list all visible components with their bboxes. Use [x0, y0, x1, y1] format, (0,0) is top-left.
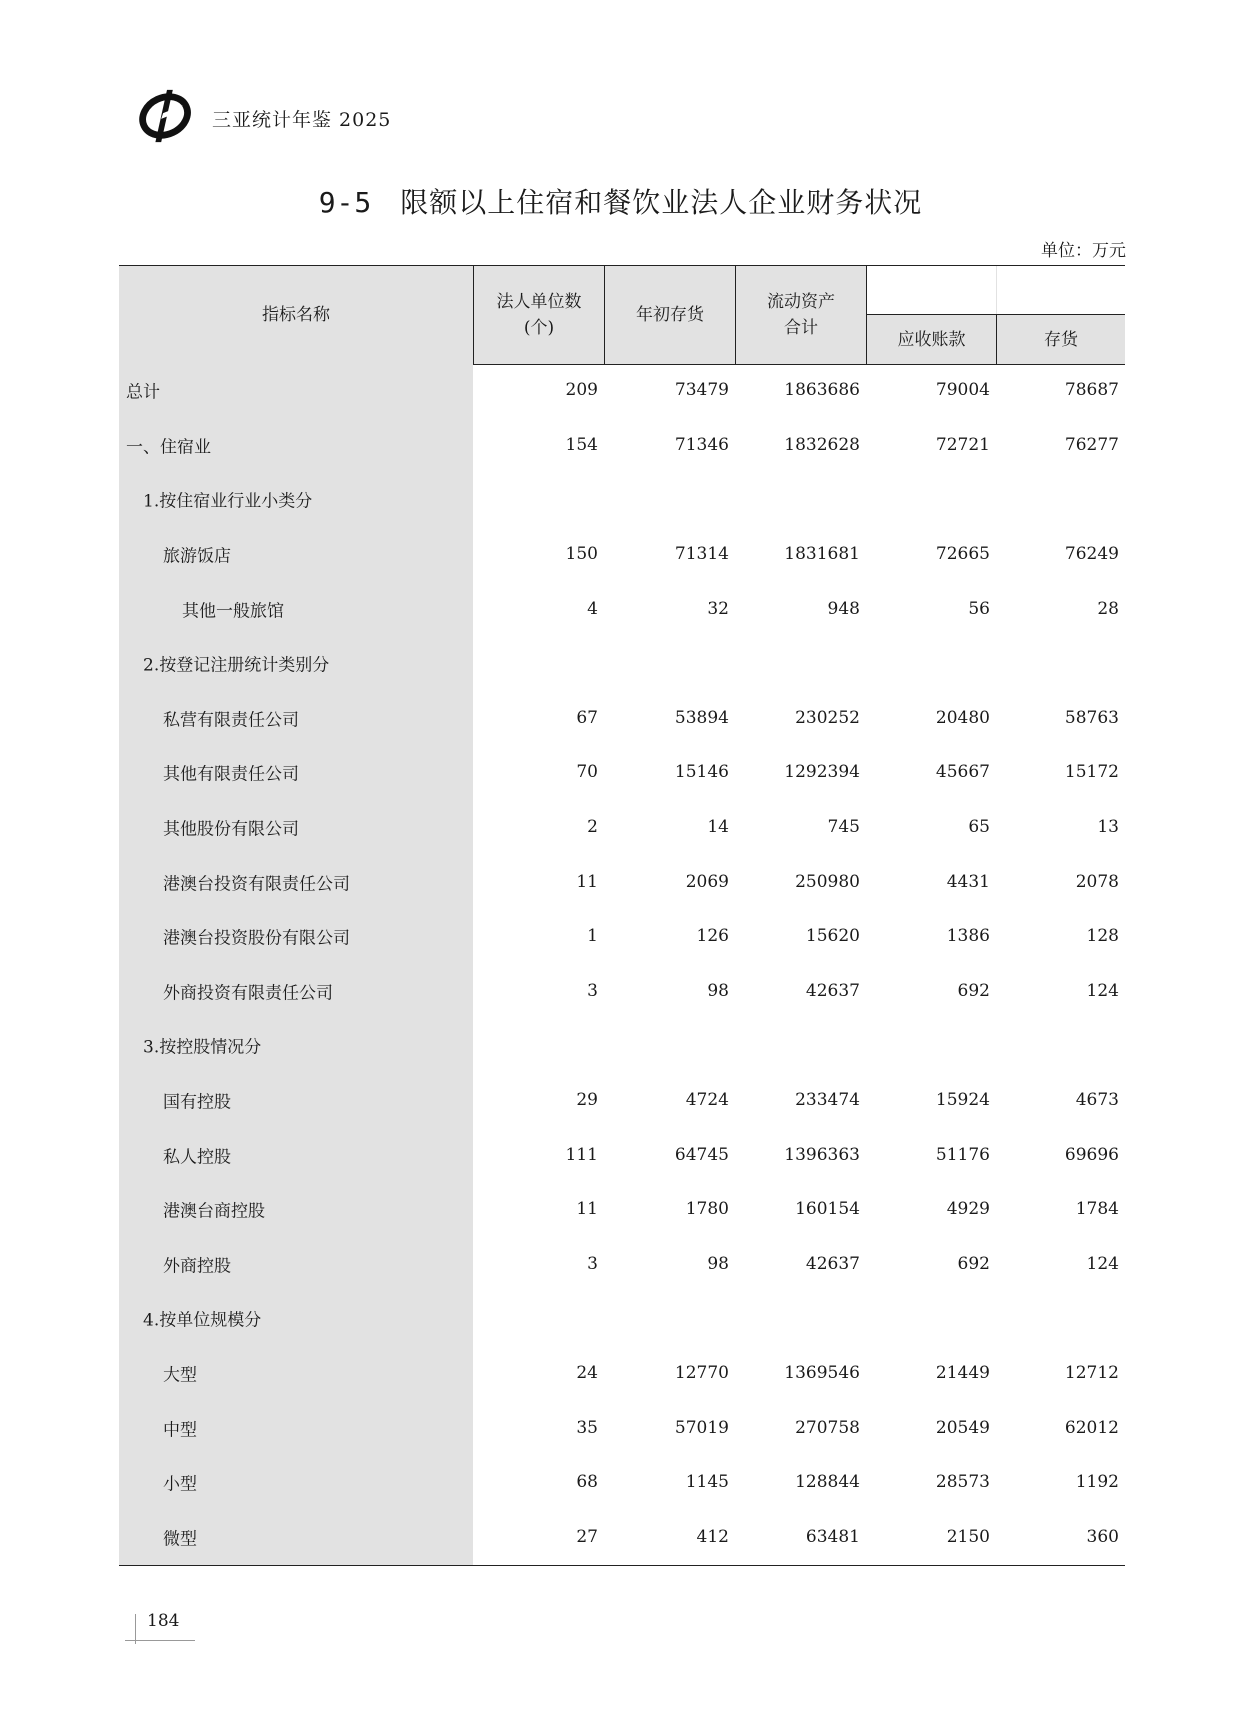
cell-current-assets: 1292394: [784, 762, 860, 783]
cell-units: 35: [576, 1417, 598, 1438]
cell-opening-inventory: 53894: [674, 707, 729, 728]
cell-opening-inventory: 412: [696, 1526, 729, 1547]
table-row: [119, 1182, 1125, 1237]
cell-inventory: 58763: [1064, 707, 1119, 728]
cell-inventory: 76249: [1064, 544, 1119, 565]
cell-receivables: 72721: [935, 434, 990, 455]
cell-inventory: 15172: [1064, 762, 1119, 783]
cell-opening-inventory: 2069: [685, 871, 729, 892]
yearbook-logo-icon: [138, 86, 196, 144]
cell-units: 27: [576, 1526, 598, 1547]
cell-opening-inventory: 71314: [674, 544, 729, 565]
table-row: [119, 527, 1125, 582]
row-label: 国有控股: [163, 1092, 231, 1113]
cell-current-assets: 42637: [805, 1253, 860, 1274]
cell-inventory: 69696: [1064, 1144, 1119, 1165]
table-row: [119, 1127, 1125, 1182]
cell-units: 11: [576, 871, 598, 892]
col-header-receivables: 应收账款: [897, 329, 966, 350]
cell-receivables: 28573: [935, 1472, 990, 1493]
col-header-units: [474, 266, 604, 364]
table-row: [119, 800, 1125, 855]
row-label: 私人控股: [163, 1147, 231, 1168]
cell-units: 24: [576, 1363, 598, 1384]
cell-inventory: 78687: [1064, 380, 1119, 401]
cell-current-assets: 1831681: [784, 544, 860, 565]
cell-inventory: 360: [1086, 1526, 1119, 1547]
cell-receivables: 692: [957, 980, 990, 1001]
row-label: 小型: [163, 1474, 197, 1495]
cell-units: 3: [587, 1253, 598, 1274]
cell-receivables: 20549: [935, 1417, 990, 1438]
cell-units: 209: [565, 380, 598, 401]
row-label: 微型: [163, 1529, 197, 1550]
cell-current-assets: 233474: [795, 1090, 860, 1111]
cell-opening-inventory: 126: [696, 926, 729, 947]
row-label: 1.按住宿业行业小类分: [143, 491, 313, 512]
table-row: [119, 472, 1125, 527]
row-label: 其他有限责任公司: [163, 764, 299, 785]
cell-receivables: 45667: [935, 762, 990, 783]
col-header-opening-inventory: 年初存货: [636, 305, 704, 325]
row-label: 中型: [163, 1420, 197, 1441]
cell-units: 11: [576, 1199, 598, 1220]
col-header-units-line1: 法人单位数: [496, 292, 582, 312]
page-header: [138, 86, 638, 146]
cell-current-assets: 15620: [805, 926, 860, 947]
cell-units: 1: [587, 926, 598, 947]
table-row: [119, 1510, 1125, 1565]
cell-inventory: 1784: [1075, 1199, 1119, 1220]
col-header-current-assets-line2: 合计: [784, 318, 818, 338]
page-number: 184: [147, 1611, 180, 1631]
cell-inventory: 62012: [1064, 1417, 1119, 1438]
table-row: [119, 636, 1125, 691]
table-row: [119, 964, 1125, 1019]
cell-receivables: 21449: [935, 1363, 990, 1384]
cell-current-assets: 250980: [795, 871, 860, 892]
cell-current-assets: 745: [827, 817, 860, 838]
yearbook-title: 三亚统计年鉴 2025: [212, 109, 392, 131]
cell-current-assets: 63481: [805, 1526, 860, 1547]
cell-opening-inventory: 32: [707, 598, 729, 619]
table-row: [119, 745, 1125, 800]
table-row: [119, 691, 1125, 746]
cell-opening-inventory: 4724: [685, 1090, 729, 1111]
table-row: [119, 1237, 1125, 1292]
cell-inventory: 2078: [1075, 871, 1119, 892]
cell-units: 3: [587, 980, 598, 1001]
table-row: [119, 1400, 1125, 1455]
cell-current-assets: 160154: [795, 1199, 860, 1220]
cell-receivables: 72665: [935, 544, 990, 565]
row-label: 3.按控股情况分: [143, 1037, 262, 1058]
cell-opening-inventory: 98: [707, 980, 729, 1001]
cell-opening-inventory: 12770: [674, 1363, 729, 1384]
col-header-name: 指标名称: [262, 305, 330, 325]
cell-current-assets: 230252: [795, 707, 860, 728]
cell-current-assets: 948: [827, 598, 860, 619]
cell-current-assets: 128844: [795, 1472, 860, 1493]
table-number: 9-5: [318, 186, 373, 219]
cell-inventory: 13: [1097, 817, 1119, 838]
table-header: [119, 265, 1125, 365]
table-row: [119, 581, 1125, 636]
table-row: [119, 854, 1125, 909]
cell-inventory: 128: [1086, 926, 1119, 947]
cell-opening-inventory: 64745: [674, 1144, 729, 1165]
cell-receivables: 79004: [935, 380, 990, 401]
cell-units: 4: [587, 598, 598, 619]
row-label: 其他一般旅馆: [182, 601, 284, 622]
table-row: [119, 1073, 1125, 1128]
cell-inventory: 1192: [1075, 1472, 1119, 1493]
row-label: 港澳台投资有限责任公司: [163, 874, 350, 895]
cell-current-assets: 1369546: [784, 1363, 860, 1384]
row-label: 其他股份有限公司: [163, 819, 299, 840]
table-row: [119, 909, 1125, 964]
cell-receivables: 65: [968, 817, 990, 838]
row-label: 一、住宿业: [126, 437, 211, 458]
cell-units: 68: [576, 1472, 598, 1493]
cell-units: 150: [565, 544, 598, 565]
table-title-text: 限额以上住宿和餐饮业法人企业财务状况: [400, 186, 923, 219]
cell-units: 70: [576, 762, 598, 783]
cell-opening-inventory: 71346: [674, 434, 729, 455]
cell-opening-inventory: 73479: [674, 380, 729, 401]
row-label: 外商控股: [163, 1256, 231, 1277]
cell-opening-inventory: 15146: [674, 762, 729, 783]
cell-inventory: 76277: [1064, 434, 1119, 455]
cell-receivables: 2150: [946, 1526, 990, 1547]
cell-units: 154: [565, 434, 598, 455]
table-title: [0, 181, 1241, 221]
cell-units: 29: [576, 1090, 598, 1111]
cell-inventory: 124: [1086, 980, 1119, 1001]
cell-receivables: 4929: [946, 1199, 990, 1220]
row-label: 大型: [163, 1365, 197, 1386]
cell-opening-inventory: 1145: [685, 1472, 729, 1493]
cell-receivables: 4431: [946, 871, 990, 892]
cell-current-assets: 1832628: [784, 434, 860, 455]
col-header-current-assets: [736, 266, 866, 364]
col-header-current-assets-line1: 流动资产: [767, 292, 835, 312]
table-row: [119, 418, 1125, 473]
row-label: 私营有限责任公司: [163, 710, 299, 731]
cell-inventory: 28: [1097, 598, 1119, 619]
cell-current-assets: 42637: [805, 980, 860, 1001]
cell-opening-inventory: 57019: [674, 1417, 729, 1438]
row-label: 旅游饭店: [163, 546, 231, 567]
cell-receivables: 15924: [935, 1090, 990, 1111]
cell-current-assets: 270758: [795, 1417, 860, 1438]
cell-units: 67: [576, 707, 598, 728]
cell-receivables: 1386: [946, 926, 990, 947]
col-header-inventory: 存货: [1044, 329, 1078, 350]
table-row: [119, 1455, 1125, 1510]
unit-label: 单位：万元: [1041, 241, 1126, 261]
table-row: [119, 1291, 1125, 1346]
table-body: [119, 363, 1125, 1566]
cell-current-assets: 1863686: [784, 380, 860, 401]
cell-inventory: 4673: [1075, 1090, 1119, 1111]
cell-units: 2: [587, 817, 598, 838]
cell-inventory: 124: [1086, 1253, 1119, 1274]
row-label: 4.按单位规模分: [143, 1310, 262, 1331]
table-row: [119, 1346, 1125, 1401]
cell-current-assets: 1396363: [784, 1144, 860, 1165]
row-label: 总计: [126, 382, 160, 403]
col-header-units-line2: (个): [523, 318, 555, 338]
row-label: 港澳台商控股: [163, 1201, 265, 1222]
cell-receivables: 56: [968, 598, 990, 619]
cell-opening-inventory: 98: [707, 1253, 729, 1274]
row-label: 外商投资有限责任公司: [163, 983, 333, 1004]
row-label: 港澳台投资股份有限公司: [163, 928, 350, 949]
cell-receivables: 692: [957, 1253, 990, 1274]
cell-inventory: 12712: [1064, 1363, 1119, 1384]
table-row: [119, 1018, 1125, 1073]
cell-opening-inventory: 1780: [685, 1199, 729, 1220]
cell-receivables: 51176: [935, 1144, 990, 1165]
cell-receivables: 20480: [935, 707, 990, 728]
cell-units: 111: [565, 1144, 598, 1165]
table-row: [119, 363, 1125, 418]
row-label: 2.按登记注册统计类别分: [143, 655, 330, 676]
cell-opening-inventory: 14: [707, 817, 729, 838]
